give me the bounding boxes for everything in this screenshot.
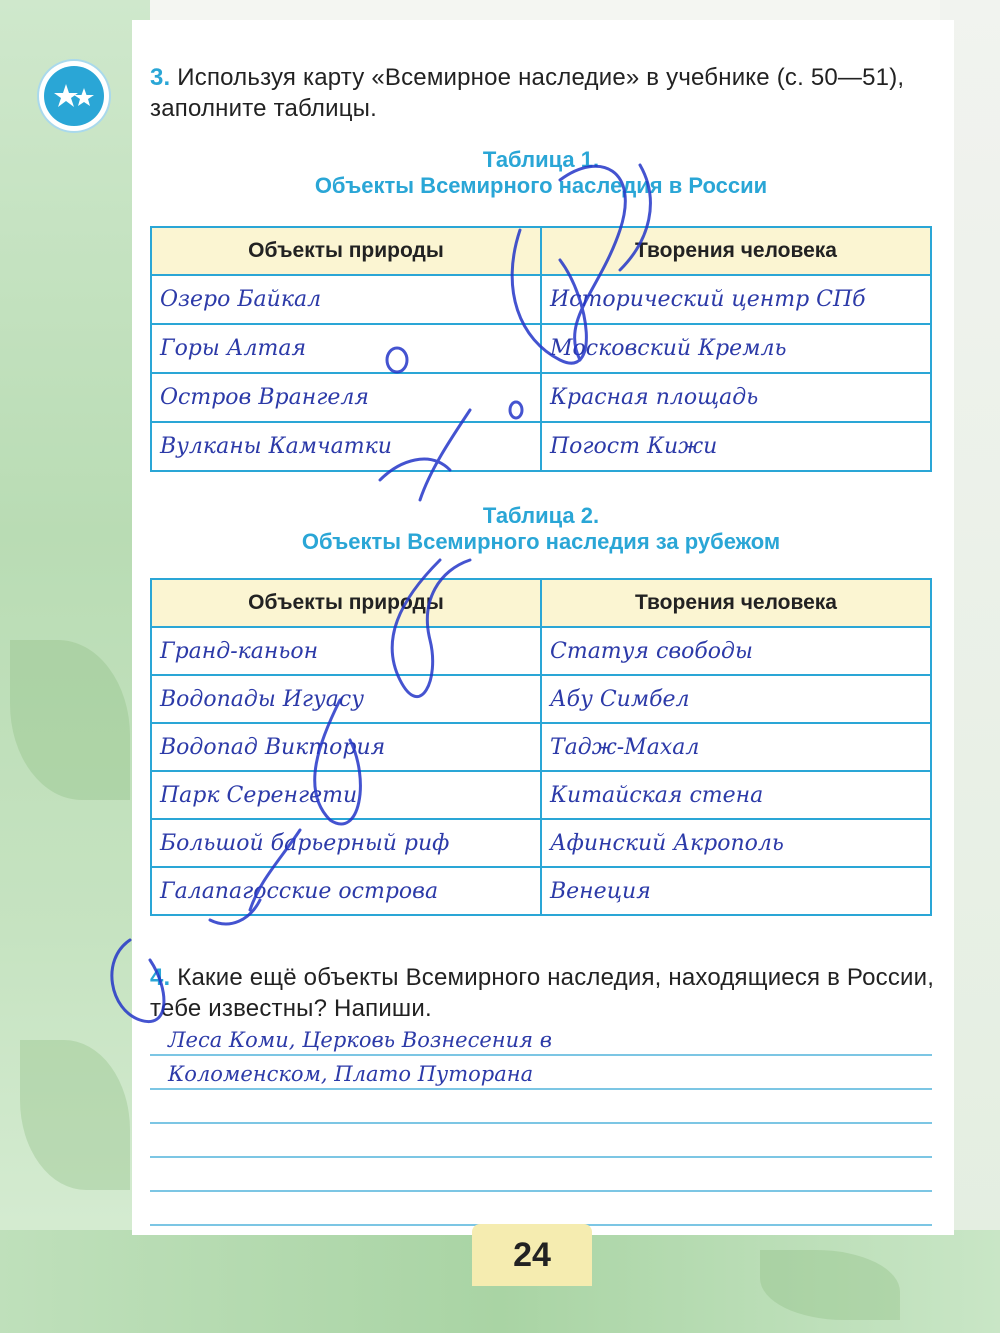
table-cell: Остров Врангеля [151, 373, 541, 422]
page-number: 24 [472, 1224, 592, 1286]
table-cell: Абу Симбел [541, 675, 931, 723]
handwritten-answer: Коломенском, Плато Путорана [168, 1062, 534, 1086]
task-4-prompt [150, 962, 940, 1024]
table-row [151, 422, 931, 471]
table-row [151, 771, 931, 819]
task-3-text: Используя карту «Всемирное наследие» в учебнике (с. 50—51), заполните таблицы. [150, 64, 905, 122]
table-2-title: Объекты Всемирного наследия за рубежом [301, 529, 781, 554]
table-cell: Парк Серенгети [151, 771, 541, 819]
answer-line [150, 1022, 932, 1056]
column-header-nature: Объекты природы [151, 579, 541, 627]
table-cell: Исторический центр СПб [541, 275, 931, 324]
answer-line [150, 1158, 932, 1192]
column-header-nature: Объекты природы [151, 227, 541, 275]
table-cell: Китайская стена [541, 771, 931, 819]
table-cell: Водопады Игуасу [151, 675, 541, 723]
task-3-prompt [150, 62, 940, 124]
table-cell: Афинский Акрополь [541, 819, 931, 867]
two-stars-icon [44, 66, 104, 126]
task-4-text: Какие ещё объекты Всемирного наследия, находящиеся в России, тебе известны? Напиши. [150, 964, 935, 1022]
answer-line [150, 1124, 932, 1158]
table-cell: Горы Алтая [151, 324, 541, 373]
table-cell: Московский Кремль [541, 324, 931, 373]
table-cell: Статуя свободы [541, 627, 931, 675]
table-row [151, 675, 931, 723]
handwritten-answer: Леса Коми, Церковь Вознесения в [168, 1028, 552, 1052]
answer-line [150, 1056, 932, 1090]
table-cell: Водопад Виктория [151, 723, 541, 771]
table-row [151, 373, 931, 422]
table-cell: Галапагосские острова [151, 867, 541, 915]
table-cell: Большой барьерный риф [151, 819, 541, 867]
table-row [151, 275, 931, 324]
table-1-title: Объекты Всемирного наследия в России [314, 173, 768, 198]
table-row [151, 723, 931, 771]
table-cell: Красная площадь [541, 373, 931, 422]
table-header-row [151, 579, 931, 627]
table-row [151, 627, 931, 675]
table-cell: Вулканы Камчатки [151, 422, 541, 471]
answer-line [150, 1090, 932, 1124]
table-cell: Гранд-каньон [151, 627, 541, 675]
table-header-row [151, 227, 931, 275]
table-row [151, 867, 931, 915]
table-cell: Венеция [541, 867, 931, 915]
column-header-man-made: Творения человека [541, 579, 931, 627]
table-cell: Погост Кижи [541, 422, 931, 471]
task-3-number: 3. [150, 64, 171, 91]
table-cell: Озеро Байкал [151, 275, 541, 324]
task-4-number: 4. [150, 964, 171, 991]
table-row [151, 819, 931, 867]
table-1 [150, 226, 932, 472]
answer-line [150, 1192, 932, 1226]
difficulty-badge [44, 66, 104, 126]
table-cell: Тадж-Махал [541, 723, 931, 771]
table-row [151, 324, 931, 373]
table-2-label: Таблица 2. [482, 503, 600, 528]
table-1-label: Таблица 1. [482, 147, 600, 172]
column-header-man-made: Творения человека [541, 227, 931, 275]
answer-lines [150, 1022, 932, 1226]
table-2 [150, 578, 932, 916]
